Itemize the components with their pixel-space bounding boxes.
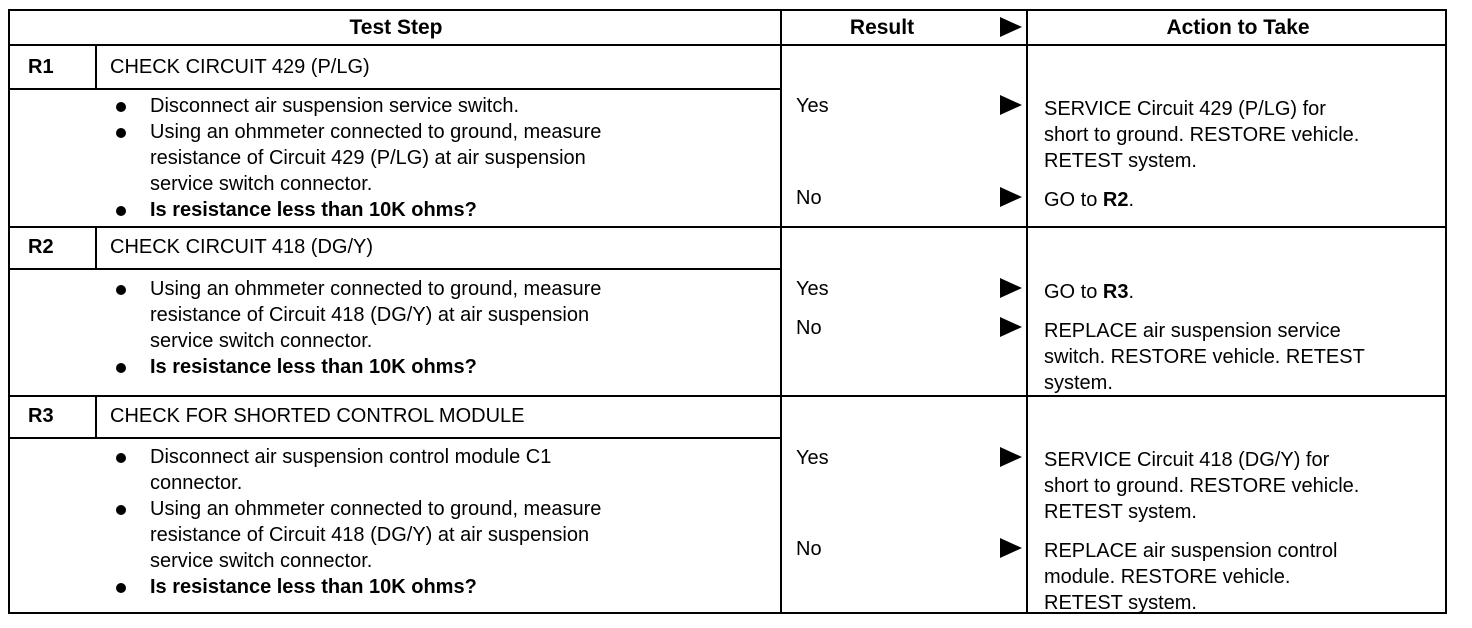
divider-action-column xyxy=(1026,11,1028,612)
arrow-icon xyxy=(1000,447,1022,467)
question-line: Is resistance less than 10K ohms? xyxy=(150,199,477,221)
step-id: R2 xyxy=(28,236,54,258)
result-no: No xyxy=(796,317,822,339)
instruction-line: Using an ohmmeter connected to ground, measure xyxy=(150,278,602,300)
header-test-step: Test Step xyxy=(349,16,443,39)
step-title: CHECK CIRCUIT 429 (P/LG) xyxy=(110,56,370,78)
instruction-line: service switch connector. xyxy=(150,330,373,352)
instruction-line: service switch connector. xyxy=(150,550,373,572)
action-text: . xyxy=(1128,189,1135,211)
step-title: CHECK FOR SHORTED CONTROL MODULE xyxy=(110,405,525,427)
action-line: RETEST system. xyxy=(1044,592,1197,614)
header-result: Result xyxy=(849,16,915,39)
instruction-line: resistance of Circuit 418 (DG/Y) at air suspension xyxy=(150,524,590,546)
title-underline xyxy=(10,437,782,439)
header-action: Action to Take xyxy=(1166,16,1310,39)
bullet-icon xyxy=(116,128,126,138)
arrow-icon xyxy=(1000,187,1022,207)
row-divider xyxy=(10,226,1445,228)
action-goto xyxy=(1044,279,1134,305)
action-line: SERVICE Circuit 418 (DG/Y) for xyxy=(1044,449,1330,471)
action-line: switch. RESTORE vehicle. RETEST xyxy=(1044,346,1365,368)
bullet-icon xyxy=(116,583,126,593)
instruction-line: service switch connector. xyxy=(150,173,373,195)
action-line: REPLACE air suspension service xyxy=(1044,320,1341,342)
result-no: No xyxy=(796,187,822,209)
step-link: R2 xyxy=(1102,189,1129,211)
bullet-icon xyxy=(116,363,126,373)
divider-result-column xyxy=(780,11,782,612)
instruction-line: Disconnect air suspension control module C1 xyxy=(150,446,552,468)
step-title: CHECK CIRCUIT 418 (DG/Y) xyxy=(110,236,374,258)
action-line: REPLACE air suspension control xyxy=(1044,540,1338,562)
result-yes: Yes xyxy=(796,95,829,117)
question-line: Is resistance less than 10K ohms? xyxy=(150,356,477,378)
result-no: No xyxy=(796,538,822,560)
bullet-icon xyxy=(116,453,126,463)
action-line: short to ground. RESTORE vehicle. xyxy=(1044,124,1360,146)
action-text: GO to xyxy=(1044,189,1103,211)
instruction-line: Disconnect air suspension service switch. xyxy=(150,95,520,117)
action-line: system. xyxy=(1044,372,1113,394)
action-line: RETEST system. xyxy=(1044,150,1197,172)
question-line: Is resistance less than 10K ohms? xyxy=(150,576,477,598)
action-text: . xyxy=(1128,281,1135,303)
id-divider xyxy=(95,46,97,89)
title-underline xyxy=(10,268,782,270)
bullet-icon xyxy=(116,102,126,112)
arrow-icon xyxy=(1000,278,1022,298)
arrow-icon xyxy=(1000,317,1022,337)
arrow-icon xyxy=(1000,95,1022,115)
bullet-icon xyxy=(116,285,126,295)
title-underline xyxy=(10,88,782,90)
instruction-line: Using an ohmmeter connected to ground, measure xyxy=(150,121,602,143)
bullet-icon xyxy=(116,206,126,216)
diagnostic-table xyxy=(8,9,1447,614)
instruction-line: Using an ohmmeter connected to ground, measure xyxy=(150,498,602,520)
header-arrow-icon xyxy=(1000,17,1022,37)
step-link: R3 xyxy=(1102,281,1129,303)
bullet-icon xyxy=(116,505,126,515)
arrow-icon xyxy=(1000,538,1022,558)
action-goto xyxy=(1044,187,1134,213)
id-divider xyxy=(95,228,97,270)
result-yes: Yes xyxy=(796,447,829,469)
result-yes: Yes xyxy=(796,278,829,300)
id-divider xyxy=(95,397,97,439)
instruction-line: resistance of Circuit 418 (DG/Y) at air suspension xyxy=(150,304,590,326)
action-line: SERVICE Circuit 429 (P/LG) for xyxy=(1044,98,1326,120)
action-line: RETEST system. xyxy=(1044,501,1197,523)
action-line: module. RESTORE vehicle. xyxy=(1044,566,1291,588)
action-line: short to ground. RESTORE vehicle. xyxy=(1044,475,1360,497)
row-divider xyxy=(10,395,1445,397)
instruction-line: connector. xyxy=(150,472,243,494)
table-header xyxy=(10,11,1445,46)
step-id: R3 xyxy=(28,405,54,427)
step-id: R1 xyxy=(28,56,54,78)
action-text: GO to xyxy=(1044,281,1103,303)
instruction-line: resistance of Circuit 429 (P/LG) at air suspension xyxy=(150,147,586,169)
